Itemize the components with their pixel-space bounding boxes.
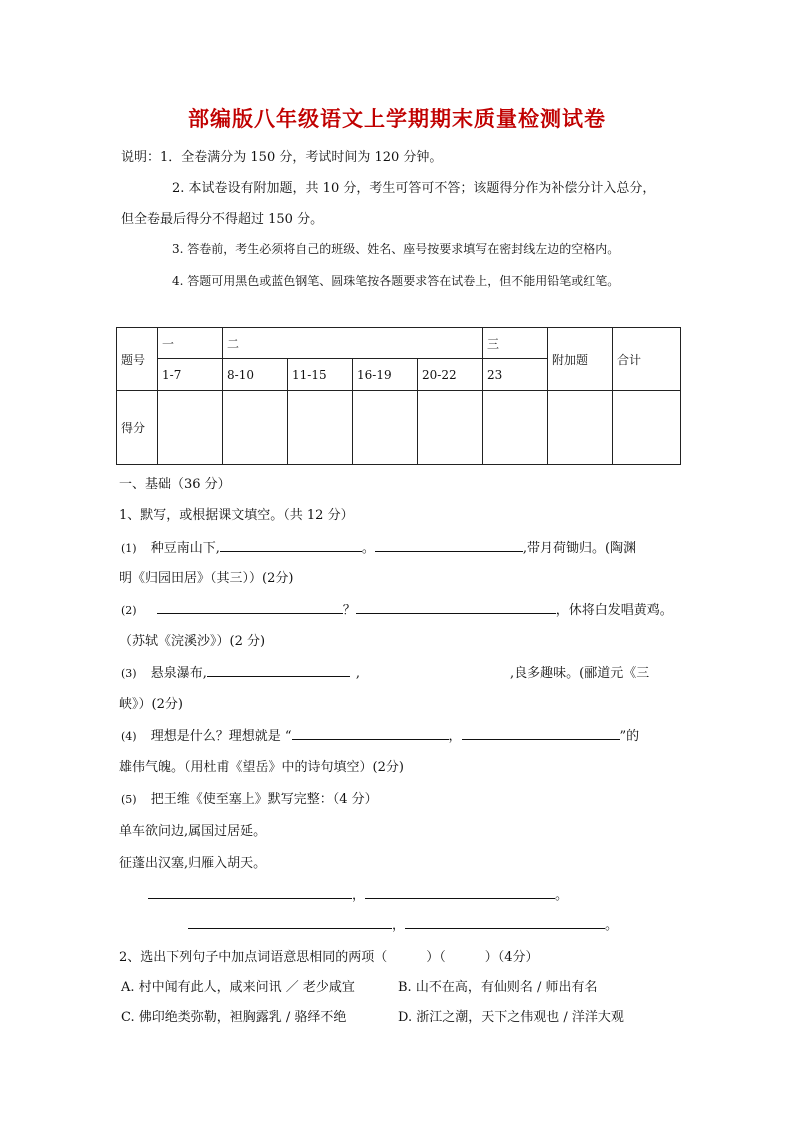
section-heading: 一、基础（36 分） bbox=[119, 477, 231, 492]
q1-line-1-source: 明《归园田居》（其三））(2分) bbox=[119, 571, 294, 586]
range-cell: 8-10 bbox=[223, 359, 288, 391]
score-cell[interactable] bbox=[613, 391, 681, 465]
score-cell[interactable] bbox=[418, 391, 483, 465]
q1-line-5: (5) 把王维《使至塞上》默写完整：（4 分） bbox=[121, 792, 378, 807]
q1-line-2-source: （苏轼《浣溪沙》）(2 分) bbox=[119, 634, 266, 649]
option-a[interactable]: A. 村中闻有此人，咸来问讯 ／ 老少咸宜 bbox=[121, 980, 355, 995]
score-cell[interactable] bbox=[288, 391, 353, 465]
answer-blank[interactable] bbox=[188, 916, 392, 929]
answer-blank[interactable] bbox=[220, 539, 362, 552]
score-cell[interactable] bbox=[223, 391, 288, 465]
option-b[interactable]: B. 山不在高，有仙则名 / 师出有名 bbox=[398, 980, 598, 995]
range-cell: 23 bbox=[483, 359, 548, 391]
answer-blank[interactable] bbox=[462, 727, 620, 740]
note-2b: 但全卷最后得分不得超过 150 分。 bbox=[121, 212, 324, 227]
range-cell: 1-7 bbox=[158, 359, 223, 391]
q1-line-1: (1) 种豆南山下, 。 ,带月荷锄归。(陶渊 bbox=[121, 541, 637, 556]
poem-line-2: 征蓬出汉塞,归雁入胡天。 bbox=[119, 856, 267, 871]
question-2-stem: 2、选出下列句子中加点词语意思相同的两项（ ）（ ）（4分） bbox=[119, 950, 539, 965]
extra-header: 附加题 bbox=[548, 328, 613, 391]
note-1: 说明：1．全卷满分为 150 分，考试时间为 120 分钟。 bbox=[121, 150, 443, 165]
option-c[interactable]: C. 佛印绝类弥勒，袒胸露乳 / 骆绎不绝 bbox=[121, 1010, 347, 1025]
answer-blank[interactable] bbox=[356, 601, 556, 614]
range-cell: 16-19 bbox=[353, 359, 418, 391]
section-3-header: 三 bbox=[483, 328, 548, 359]
q1-line-4: (4) 理想是什么？理想就是 “ ， ”的 bbox=[121, 729, 640, 744]
question-1-stem: 1、默写，或根据课文填空。（共 12 分） bbox=[119, 508, 354, 523]
range-cell: 20-22 bbox=[418, 359, 483, 391]
answer-blank[interactable] bbox=[365, 886, 555, 899]
note-4: 4. 答题可用黑色或蓝色钢笔、圆珠笔按各题要求答在试卷上，但不能用铅笔或红笔。 bbox=[172, 274, 620, 288]
score-cell[interactable] bbox=[483, 391, 548, 465]
score-cell[interactable] bbox=[158, 391, 223, 465]
q1-line-4-source: 雄伟气魄。（用杜甫《望岳》中的诗句填空）(2分) bbox=[119, 760, 404, 775]
score-table bbox=[116, 327, 681, 465]
option-d[interactable]: D. 浙江之潮，天下之伟观也 / 洋洋大观 bbox=[398, 1010, 624, 1025]
note-2a: 2. 本试卷设有附加题，共 10 分，考生可答可不答；该题得分作为补偿分计入总分， bbox=[172, 181, 656, 196]
q1-line-2: (2) ？ ，休将白发唱黄鸡。 bbox=[121, 603, 673, 618]
q1-line-3-source: 峡》）(2分) bbox=[119, 697, 183, 712]
total-header: 合计 bbox=[613, 328, 681, 391]
poem-blank-line-1: ， 。 bbox=[148, 884, 568, 903]
row-label-score: 得分 bbox=[117, 391, 158, 465]
answer-blank[interactable] bbox=[292, 727, 449, 740]
note-3: 3. 答卷前，考生必须将自己的班级、姓名、座号按要求填写在密封线左边的空格内。 bbox=[172, 242, 620, 256]
section-1-header: 一 bbox=[158, 328, 223, 359]
q1-line-3: (3) 悬泉瀑布, , ,良多趣味。(郦道元《三 bbox=[121, 666, 650, 681]
answer-blank[interactable] bbox=[157, 601, 343, 614]
page-title: 部编版八年级语文上学期期末质量检测试卷 bbox=[188, 107, 606, 131]
range-cell: 11-15 bbox=[288, 359, 353, 391]
score-cell[interactable] bbox=[548, 391, 613, 465]
score-cell[interactable] bbox=[353, 391, 418, 465]
row-label-question: 题号 bbox=[117, 328, 158, 391]
answer-blank[interactable] bbox=[148, 886, 352, 899]
answer-blank[interactable] bbox=[405, 916, 605, 929]
answer-blank[interactable] bbox=[375, 539, 523, 552]
poem-line-1: 单车欲问边,属国过居延。 bbox=[119, 824, 267, 839]
poem-blank-line-2: ， 。 bbox=[188, 914, 618, 933]
answer-blank[interactable] bbox=[207, 664, 350, 677]
section-2-header: 二 bbox=[223, 328, 483, 359]
